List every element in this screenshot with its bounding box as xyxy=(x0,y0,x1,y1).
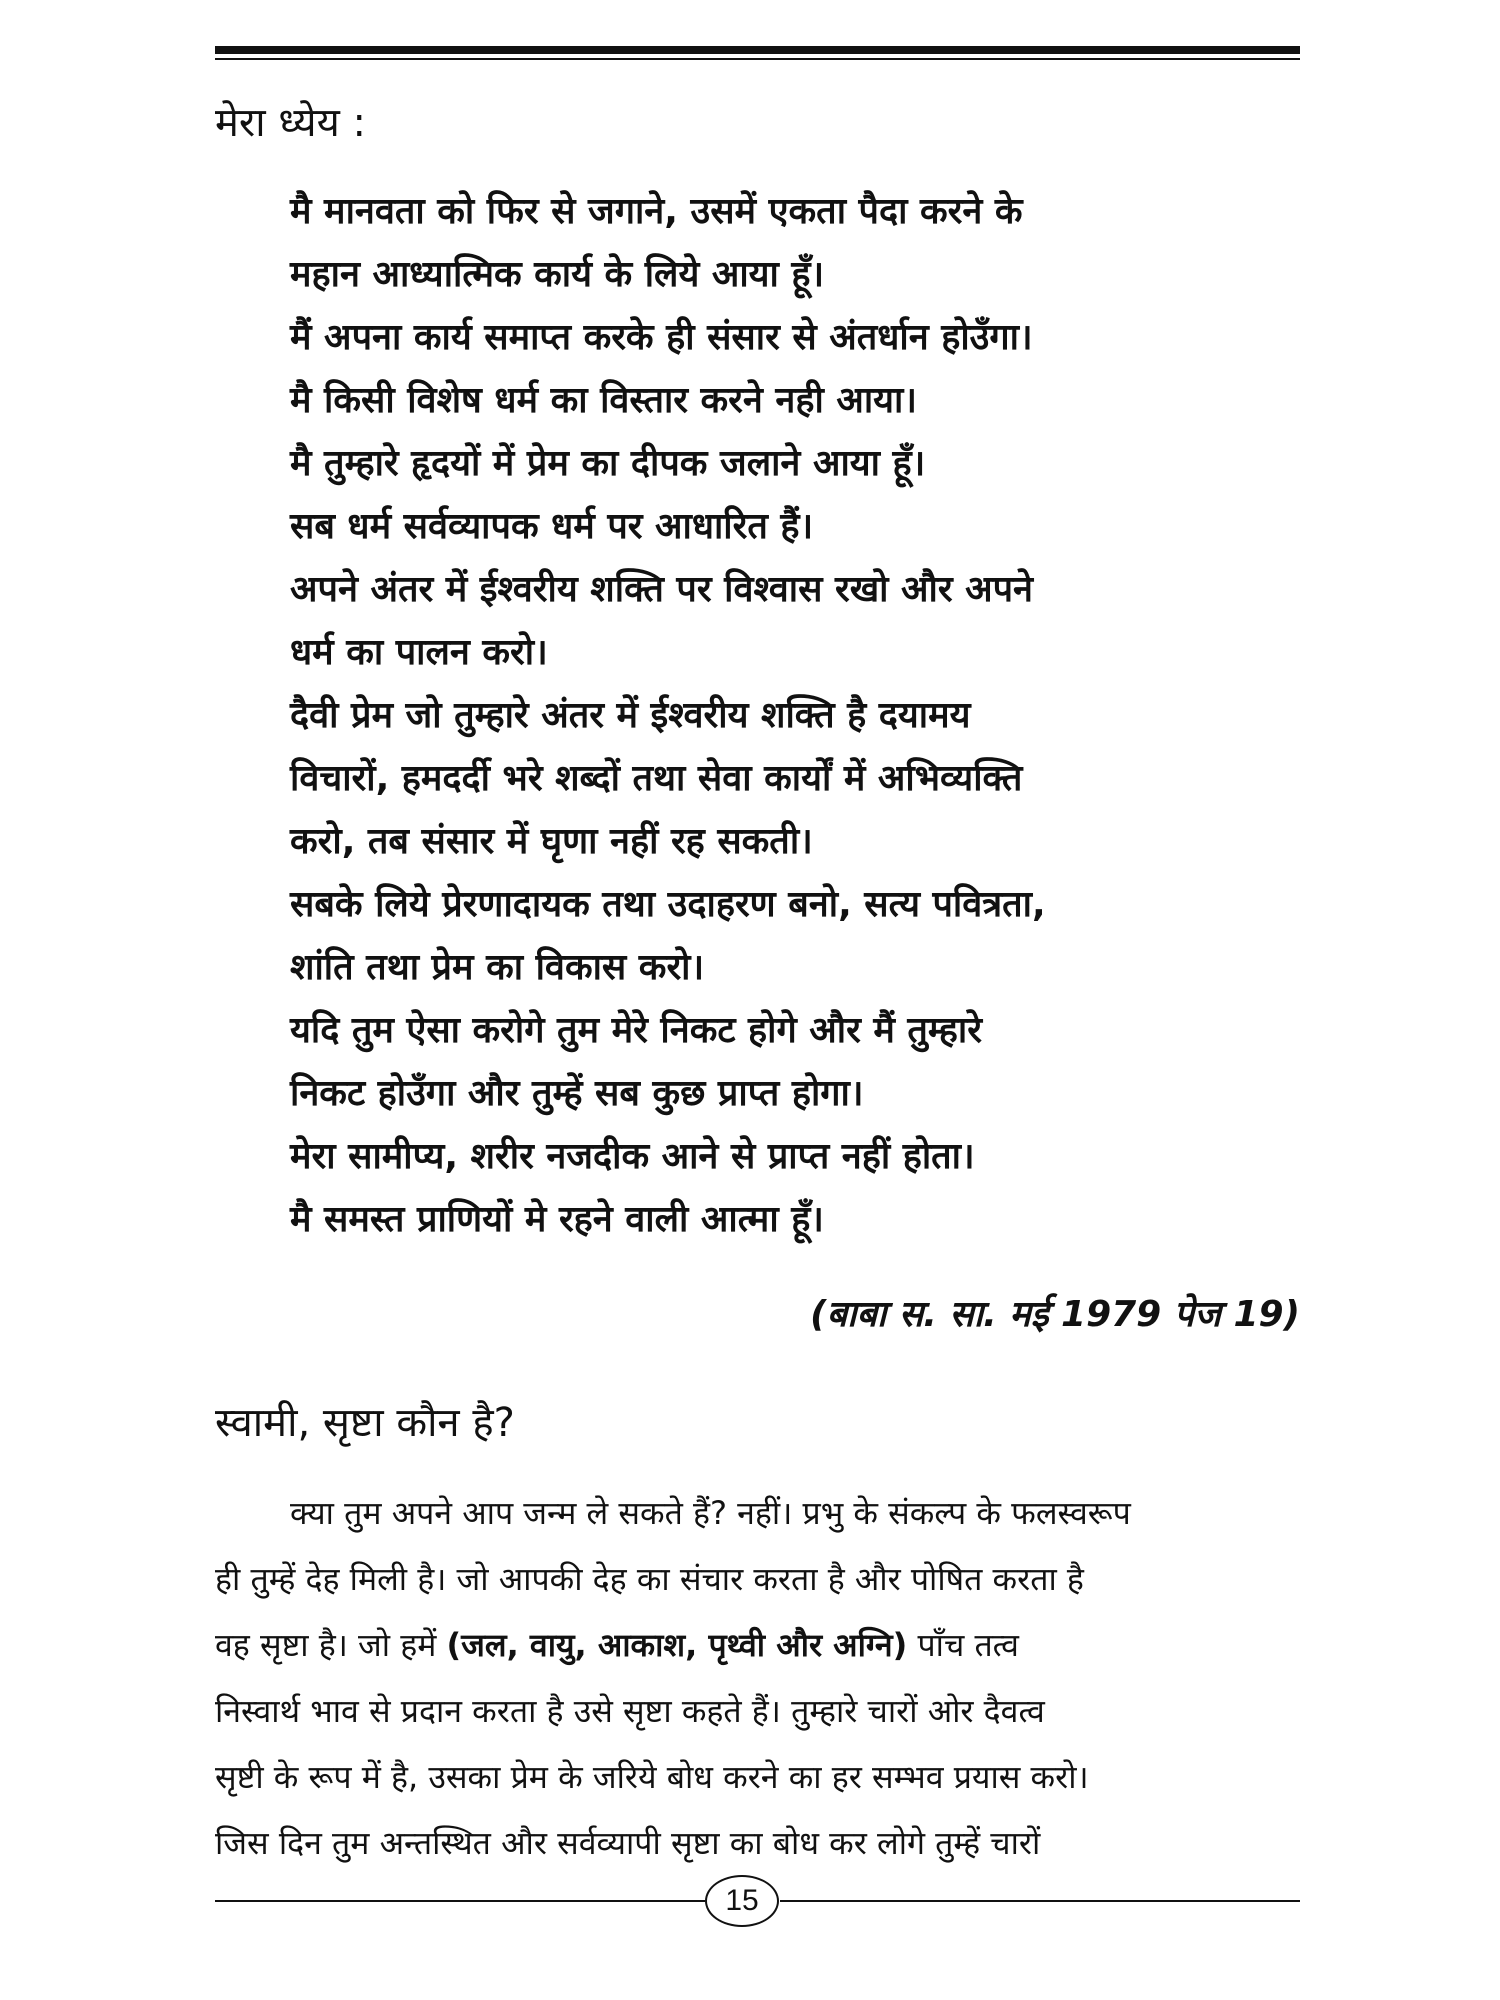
mission-line: मेरा सामीप्य, शरीर नजदीक आने से प्राप्त नहीं होता। xyxy=(290,1136,975,1177)
footer-rule-left xyxy=(215,1900,705,1902)
paragraph-line: निस्वार्थ भाव से प्रदान करता है उसे सृष्टा कहते हैं। तुम्हारे चारों ओर दैवत्व xyxy=(215,1692,1045,1730)
mission-line: निकट होउँगा और तुम्हें सब कुछ प्राप्त होगा। xyxy=(290,1073,864,1114)
page-number: 15 xyxy=(705,1875,779,1927)
paragraph-text: वह सृष्टा है। जो हमें xyxy=(215,1626,447,1664)
paragraph-line: जिस दिन तुम अन्तस्थित और सर्वव्यापी सृष्टा का बोध कर लोगे तुम्हें चारों xyxy=(215,1824,1041,1862)
header-rule-thick xyxy=(215,46,1300,54)
mission-line: धर्म का पालन करो। xyxy=(290,632,548,673)
mission-line: यदि तुम ऐसा करोगे तुम मेरे निकट होगे और मैं तुम्हारे xyxy=(290,1010,982,1051)
mission-line: मै मानवता को फिर से जगाने, उसमें एकता पैदा करने के xyxy=(290,191,1023,232)
body-paragraph xyxy=(215,1480,1300,1876)
mission-line: महान आध्यात्मिक कार्य के लिये आया हूँ। xyxy=(290,254,825,295)
mission-statement xyxy=(290,180,1300,1251)
paragraph-text: पाँच तत्व xyxy=(907,1626,1019,1664)
mission-line: मै समस्त प्राणियों मे रहने वाली आत्मा हूँ। xyxy=(290,1199,824,1240)
mission-line: मै किसी विशेष धर्म का विस्तार करने नही आया। xyxy=(290,380,918,421)
header-rule-thin xyxy=(215,58,1300,60)
mission-line: अपने अंतर में ईश्वरीय शक्ति पर विश्वास रखो और अपने xyxy=(290,569,1034,610)
paragraph-line: क्या तुम अपने आप जन्म ले सकते हैं? नहीं। प्रभु के संकल्प के फलस्वरूप xyxy=(290,1494,1131,1532)
paragraph-line: सृष्टी के रूप में है, उसका प्रेम के जरिये बोध करने का हर सम्भव प्रयास करो। xyxy=(215,1758,1089,1796)
mission-line: सबके लिये प्रेरणादायक तथा उदाहरण बनो, सत्य पवित्रता, xyxy=(290,884,1046,925)
citation: (बाबा स. सा. मई 1979 पेज 19) xyxy=(810,1294,1300,1335)
mission-line: करो, तब संसार में घृणा नहीं रह सकती। xyxy=(290,821,813,862)
paragraph-line: ही तुम्हें देह मिली है। जो आपकी देह का संचार करता है और पोषित करता है xyxy=(215,1560,1084,1598)
mission-line: सब धर्म सर्वव्यापक धर्म पर आधारित हैं। xyxy=(290,506,814,547)
mission-line: मै तुम्हारे हृदयों में प्रेम का दीपक जलाने आया हूँ। xyxy=(290,443,926,484)
section-heading-who-is-creator: स्वामी, सृष्टा कौन है? xyxy=(215,1400,515,1446)
paragraph-line xyxy=(215,1612,1300,1678)
mission-line: दैवी प्रेम जो तुम्हारे अंतर में ईश्वरीय शक्ति है दयामय xyxy=(290,695,971,736)
footer-rule-right xyxy=(780,1900,1300,1902)
section-heading-my-goal: मेरा ध्येय : xyxy=(215,100,366,146)
five-elements-emphasis: (जल, वायु, आकाश, पृथ्वी और अग्नि) xyxy=(446,1626,908,1664)
mission-line: मैं अपना कार्य समाप्त करके ही संसार से अंतर्धान होउँगा। xyxy=(290,317,1033,358)
mission-line: विचारों, हमदर्दी भरे शब्दों तथा सेवा कार्यों में अभिव्यक्ति xyxy=(290,758,1023,799)
mission-line: शांति तथा प्रेम का विकास करो। xyxy=(290,947,705,988)
